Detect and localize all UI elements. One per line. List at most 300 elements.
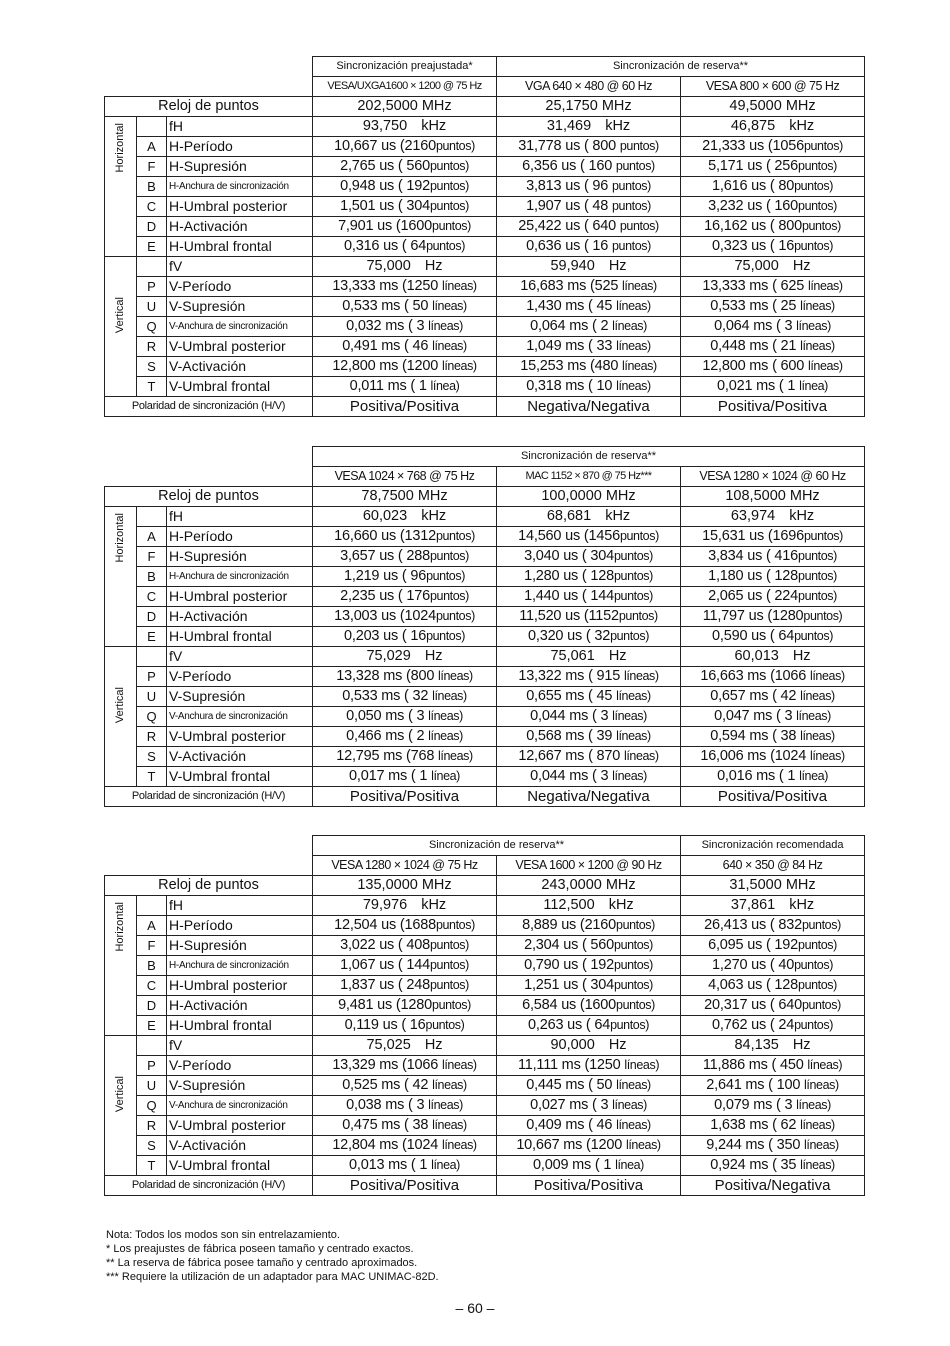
row-parameter: V-Umbral posterior: [167, 727, 313, 747]
timing-value: [681, 996, 865, 1016]
timing-value: [497, 1076, 681, 1096]
value-unit: puntos): [426, 569, 465, 583]
freq-value: 84,135: [734, 1037, 779, 1053]
value-number: 1,837 us ( 248: [340, 977, 430, 993]
row-parameter: H-Período: [167, 527, 313, 547]
row-letter: T: [137, 377, 167, 397]
timing-value: [681, 727, 865, 747]
vertical-label: Vertical: [114, 297, 126, 334]
value-unit: líneas): [796, 709, 831, 723]
value-number: 1,430 ms ( 45: [526, 298, 617, 314]
timing-value: [313, 936, 497, 956]
row-letter: T: [137, 767, 167, 787]
value-number: 20,317 us ( 640: [704, 997, 802, 1013]
fv-value: [497, 1036, 681, 1056]
value-unit: líneas): [438, 669, 473, 683]
row-letter: B: [137, 177, 167, 197]
timing-value: [681, 936, 865, 956]
timing-value: [497, 277, 681, 297]
value-unit: puntos): [798, 199, 837, 213]
timing-value: [313, 217, 497, 237]
value-unit: puntos): [610, 1018, 649, 1032]
value-unit: línea): [431, 769, 460, 783]
value-unit: líneas): [796, 319, 831, 333]
timing-value: [681, 217, 865, 237]
fh-value: [313, 896, 497, 916]
value-unit: puntos): [426, 239, 465, 253]
row-letter: U: [137, 687, 167, 707]
freq-value: 75,000: [734, 258, 779, 274]
value-number: 2,765 us ( 560: [340, 158, 430, 174]
freq-value: 60,013: [734, 648, 779, 664]
timing-value: [497, 1056, 681, 1076]
row-parameter: V-Período: [167, 1056, 313, 1076]
fh-value: [681, 507, 865, 527]
empty-corner: [105, 57, 313, 77]
freq-unit: Hz: [608, 648, 627, 664]
value-number: 14,560 us (1456: [518, 528, 620, 544]
value-number: 5,171 us ( 256: [708, 158, 799, 174]
row-parameter: H-Período: [167, 916, 313, 936]
value-unit: puntos): [611, 199, 651, 213]
row-parameter: H-Umbral posterior: [167, 197, 313, 217]
value-number: 16,683 ms (525: [520, 278, 623, 294]
timing-value: [497, 317, 681, 337]
value-unit: líneas): [800, 299, 835, 313]
value-unit: líneas): [441, 279, 477, 293]
row-parameter: H-Anchura de sincronización: [167, 956, 313, 976]
timing-value: [681, 956, 865, 976]
freq-unit: kHz: [421, 897, 447, 913]
value-number: 0,316 us ( 64: [344, 238, 427, 254]
value-number: 0,009 ms ( 1: [533, 1157, 616, 1173]
dot-clock-label: Reloj de puntos: [105, 97, 313, 117]
value-number: 11,797 us (1280: [702, 608, 804, 624]
value-number: 0,533 ms ( 50: [342, 298, 433, 314]
timing-value: [313, 277, 497, 297]
value-unit: líneas): [800, 339, 835, 353]
note-reserve: ** La reserva de fábrica posee tamaño y centrado aproximados.: [106, 1257, 418, 1269]
timing-value: [497, 237, 681, 257]
value-unit: puntos): [614, 549, 653, 563]
value-unit: puntos): [801, 219, 841, 233]
row-parameter: H-Activación: [167, 996, 313, 1016]
value-unit: líneas): [807, 1058, 843, 1072]
value-unit: líneas): [441, 1138, 477, 1152]
row-parameter: H-Supresión: [167, 547, 313, 567]
value-unit: puntos): [430, 179, 469, 193]
value-number: 0,533 ms ( 25: [710, 298, 801, 314]
freq-value: 75,029: [366, 648, 411, 664]
freq-value: 75,061: [550, 648, 595, 664]
value-unit: líneas): [432, 339, 467, 353]
value-unit: puntos): [615, 159, 655, 173]
value-unit: líneas): [616, 1078, 651, 1092]
value-number: 1,219 us ( 96: [344, 568, 427, 584]
timing-value: [313, 527, 497, 547]
timing-value: [497, 956, 681, 976]
row-letter: E: [137, 1016, 167, 1036]
value-unit: líneas): [800, 1118, 835, 1132]
value-number: 0,050 ms ( 3: [346, 708, 429, 724]
timing-value: [497, 297, 681, 317]
timing-value: [681, 767, 865, 787]
row-letter: A: [137, 916, 167, 936]
timing-value: [497, 707, 681, 727]
value-number: 0,568 ms ( 39: [526, 728, 617, 744]
timing-value: [313, 337, 497, 357]
timing-value: [313, 177, 497, 197]
freq-value: 37,861: [730, 897, 776, 913]
row-parameter: V-Anchura de sincronización: [167, 1096, 313, 1116]
value-number: 0,525 ms ( 42: [342, 1077, 433, 1093]
value-number: 3,813 us ( 96: [526, 178, 612, 194]
value-unit: líneas): [441, 1058, 477, 1072]
value-unit: puntos): [614, 958, 653, 972]
row-parameter: V-Supresión: [167, 687, 313, 707]
value-unit: puntos): [435, 529, 475, 543]
value-unit: puntos): [794, 179, 833, 193]
fv-value: [681, 647, 865, 667]
timing-value: [681, 567, 865, 587]
fh-value: [497, 117, 681, 137]
value-number: 6,356 us ( 160: [522, 158, 616, 174]
value-unit: puntos): [798, 938, 837, 952]
fv-value: [497, 257, 681, 277]
value-unit: puntos): [619, 219, 659, 233]
polarity-value: Positiva/Positiva: [313, 787, 497, 807]
row-parameter: V-Umbral posterior: [167, 1116, 313, 1136]
group-header-preset: Sincronización preajustada*: [313, 57, 497, 77]
value-unit: puntos): [803, 529, 843, 543]
freq-unit: kHz: [789, 508, 815, 524]
value-number: 2,235 us ( 176: [340, 588, 430, 604]
fv-value: [313, 257, 497, 277]
timing-value: [313, 587, 497, 607]
timing-value: [681, 1056, 865, 1076]
fh-value: [681, 896, 865, 916]
dot-clock-value: 108,5000 MHz: [681, 487, 865, 507]
empty-corner: [105, 77, 313, 97]
mode-header: VESA 1600 × 1200 @ 90 Hz: [497, 856, 681, 876]
value-number: 13,322 ms ( 915: [518, 668, 624, 684]
value-unit: líneas): [616, 689, 651, 703]
value-number: 0,011 ms ( 1: [349, 378, 431, 394]
value-unit: líneas): [432, 1118, 467, 1132]
mode-header: VESA 1280 × 1024 @ 60 Hz: [681, 467, 865, 487]
row-parameter: V-Supresión: [167, 297, 313, 317]
mode-header: MAC 1152 × 870 @ 75 Hz***: [497, 467, 681, 487]
value-number: 1,180 us ( 128: [708, 568, 799, 584]
value-unit: líneas): [428, 1098, 463, 1112]
dot-clock-value: 202,5000 MHz: [313, 97, 497, 117]
timing-value: [497, 1116, 681, 1136]
freq-unit: Hz: [424, 1037, 443, 1053]
value-number: 12,504 us (1688: [334, 917, 436, 933]
value-unit: puntos): [614, 978, 653, 992]
value-number: 10,667 us (2160: [334, 138, 436, 154]
timing-value: [313, 996, 497, 1016]
value-unit: líneas): [804, 1138, 839, 1152]
value-number: 2,641 ms ( 100: [706, 1077, 805, 1093]
note-preset: * Los preajustes de fábrica poseen tamaño y centrado exactos.: [106, 1243, 414, 1255]
timing-value: [497, 137, 681, 157]
value-unit: puntos): [430, 938, 469, 952]
value-number: 1,907 us ( 48: [526, 198, 612, 214]
timing-value: [313, 1096, 497, 1116]
value-unit: puntos): [430, 199, 469, 213]
value-unit: líneas): [623, 669, 659, 683]
value-unit: puntos): [425, 1018, 465, 1032]
value-unit: puntos): [803, 609, 843, 623]
timing-value: [497, 1096, 681, 1116]
value-number: 1,251 us ( 304: [524, 977, 615, 993]
row-parameter: V-Umbral frontal: [167, 1156, 313, 1176]
timing-value: [497, 627, 681, 647]
timing-value: [497, 747, 681, 767]
row-letter: P: [137, 1056, 167, 1076]
row-parameter: H-Umbral frontal: [167, 237, 313, 257]
value-unit: líneas): [612, 1098, 647, 1112]
freq-unit: kHz: [608, 897, 634, 913]
timing-value: [497, 377, 681, 397]
value-unit: puntos): [803, 139, 843, 153]
polarity-value: Positiva/Positiva: [313, 1176, 497, 1196]
freq-value: 68,681: [546, 508, 592, 524]
value-unit: puntos): [426, 629, 465, 643]
timing-value: [313, 357, 497, 377]
row-parameter: H-Período: [167, 137, 313, 157]
value-unit: puntos): [794, 239, 833, 253]
value-number: 13,003 us (1024: [334, 608, 436, 624]
value-unit: líneas): [807, 359, 843, 373]
value-unit: puntos): [794, 958, 833, 972]
timing-value: [313, 237, 497, 257]
polarity-label: Polaridad de sincronización (H/V): [105, 787, 313, 807]
timing-value: [313, 627, 497, 647]
timing-value: [497, 547, 681, 567]
timing-table-block-1: [104, 56, 865, 417]
timing-value: [313, 137, 497, 157]
value-unit: líneas): [616, 339, 651, 353]
freq-unit: kHz: [789, 897, 815, 913]
row-letter: D: [137, 217, 167, 237]
timing-value: [497, 197, 681, 217]
row-parameter: V-Anchura de sincronización: [167, 317, 313, 337]
row-letter: Q: [137, 707, 167, 727]
timing-value: [497, 527, 681, 547]
value-number: 0,047 ms ( 3: [714, 708, 797, 724]
value-number: 0,320 us ( 32: [528, 628, 611, 644]
timing-value: [681, 377, 865, 397]
fh-label: fH: [167, 507, 313, 527]
timing-value: [313, 727, 497, 747]
value-unit: puntos): [430, 589, 469, 603]
fh-value: [681, 117, 865, 137]
value-number: 0,475 ms ( 38: [342, 1117, 433, 1133]
timing-value: [681, 587, 865, 607]
row-parameter: V-Período: [167, 277, 313, 297]
timing-value: [497, 1156, 681, 1176]
timing-value: [497, 177, 681, 197]
row-parameter: H-Activación: [167, 607, 313, 627]
value-number: 12,804 ms (1024: [332, 1137, 442, 1153]
value-number: 4,063 us ( 128: [708, 977, 799, 993]
timing-value: [497, 217, 681, 237]
value-number: 0,594 ms ( 38: [710, 728, 801, 744]
timing-value: [313, 747, 497, 767]
value-unit: líneas): [622, 359, 657, 373]
row-letter: R: [137, 1116, 167, 1136]
timing-value: [681, 707, 865, 727]
value-number: 0,533 ms ( 32: [342, 688, 433, 704]
value-unit: puntos): [798, 978, 837, 992]
value-unit: líneas): [796, 1098, 831, 1112]
timing-value: [313, 707, 497, 727]
timing-value: [681, 1156, 865, 1176]
timing-value: [681, 747, 865, 767]
value-unit: puntos): [430, 958, 469, 972]
horizontal-label: Horizontal: [114, 513, 126, 563]
value-number: 0,016 ms ( 1: [717, 768, 800, 784]
value-unit: puntos): [798, 549, 837, 563]
value-number: 0,203 us ( 16: [344, 628, 427, 644]
timing-value: [681, 976, 865, 996]
dot-clock-label: Reloj de puntos: [105, 876, 313, 896]
row-parameter: V-Umbral frontal: [167, 377, 313, 397]
timing-value: [313, 976, 497, 996]
timing-value: [313, 1136, 497, 1156]
row-letter: Q: [137, 317, 167, 337]
group-header-recommended: Sincronización recomendada: [681, 836, 865, 856]
value-number: 0,021 ms ( 1: [717, 378, 800, 394]
freq-value: 112,500: [543, 897, 595, 913]
row-letter: B: [137, 567, 167, 587]
value-number: 11,520 us (1152: [519, 608, 619, 624]
value-unit: líneas): [807, 279, 843, 293]
value-number: 0,318 ms ( 10: [526, 378, 617, 394]
fv-label: fV: [167, 647, 313, 667]
value-unit: puntos): [798, 589, 837, 603]
value-unit: línea): [431, 1158, 460, 1172]
value-unit: puntos): [618, 609, 658, 623]
timing-value: [313, 297, 497, 317]
value-unit: líneas): [612, 769, 647, 783]
value-number: 13,333 ms (1250: [332, 278, 442, 294]
row-letter: U: [137, 297, 167, 317]
dot-clock-value: 31,5000 MHz: [681, 876, 865, 896]
value-unit: líneas): [624, 1058, 660, 1072]
dot-clock-value: 49,5000 MHz: [681, 97, 865, 117]
value-number: 0,445 ms ( 50: [526, 1077, 617, 1093]
empty-corner: [105, 856, 313, 876]
mode-header: VGA 640 × 480 @ 60 Hz: [497, 77, 681, 97]
value-number: 0,119 us ( 16: [344, 1017, 426, 1033]
value-number: 0,655 ms ( 45: [526, 688, 617, 704]
dot-clock-value: 100,0000 MHz: [497, 487, 681, 507]
fh-value: [497, 896, 681, 916]
value-number: 0,657 ms ( 42: [710, 688, 801, 704]
timing-value: [497, 687, 681, 707]
value-number: 8,889 us (2160: [522, 917, 617, 933]
value-number: 6,584 us (1600: [522, 997, 617, 1013]
value-number: 0,636 us ( 16: [526, 238, 612, 254]
timing-value: [681, 1096, 865, 1116]
row-letter: A: [137, 137, 167, 157]
value-number: 1,440 us ( 144: [524, 588, 614, 604]
value-number: 0,044 ms ( 3: [530, 708, 613, 724]
row-parameter: V-Umbral frontal: [167, 767, 313, 787]
value-unit: líneas): [616, 379, 651, 393]
value-number: 3,022 us ( 408: [340, 937, 430, 953]
polarity-value: Positiva/Positiva: [313, 397, 497, 417]
value-unit: puntos): [435, 139, 475, 153]
value-unit: líneas): [800, 1158, 835, 1172]
freq-value: 63,974: [730, 508, 776, 524]
value-unit: puntos): [430, 159, 469, 173]
freq-unit: Hz: [608, 258, 627, 274]
horizontal-group-label: [105, 896, 137, 1036]
timing-value: [313, 317, 497, 337]
row-parameter: H-Supresión: [167, 157, 313, 177]
dot-clock-value: 243,0000 MHz: [497, 876, 681, 896]
value-number: 12,667 ms ( 870: [518, 748, 624, 764]
value-number: 16,660 us (1312: [334, 528, 436, 544]
value-unit: líneas): [438, 749, 473, 763]
empty-corner: [105, 836, 313, 856]
timing-value: [681, 277, 865, 297]
value-number: 0,924 ms ( 35: [710, 1157, 801, 1173]
value-number: 0,064 ms ( 3: [714, 318, 797, 334]
timing-value: [681, 197, 865, 217]
timing-value: [497, 337, 681, 357]
horizontal-label: Horizontal: [114, 902, 126, 952]
freq-unit: Hz: [792, 258, 811, 274]
timing-value: [681, 527, 865, 547]
group-header: Sincronización de reserva**: [313, 447, 865, 467]
spacer: [137, 896, 167, 916]
fh-value: [497, 507, 681, 527]
freq-unit: kHz: [605, 118, 631, 134]
timing-value: [681, 237, 865, 257]
row-letter: C: [137, 976, 167, 996]
value-number: 0,323 us ( 16: [712, 238, 795, 254]
value-number: 3,040 us ( 304: [524, 548, 614, 564]
spacer: [137, 507, 167, 527]
value-number: 0,079 ms ( 3: [714, 1097, 797, 1113]
value-number: 0,948 us ( 192: [340, 178, 430, 194]
mode-header: VESA 800 × 600 @ 75 Hz: [681, 77, 865, 97]
row-letter: R: [137, 727, 167, 747]
value-number: 1,270 us ( 40: [712, 957, 795, 973]
freq-value: 59,940: [550, 258, 595, 274]
horizontal-label: Horizontal: [114, 123, 126, 173]
timing-value: [681, 1136, 865, 1156]
polarity-value: Negativa/Negativa: [497, 787, 681, 807]
empty-corner: [105, 467, 313, 487]
freq-unit: kHz: [605, 508, 631, 524]
value-unit: línea): [430, 379, 460, 393]
freq-unit: kHz: [421, 118, 447, 134]
timing-value: [497, 1016, 681, 1036]
value-number: 10,667 ms (1200: [516, 1137, 626, 1153]
timing-value: [681, 627, 865, 647]
timing-value: [681, 177, 865, 197]
fh-label: fH: [167, 117, 313, 137]
value-number: 13,329 ms (1066: [332, 1057, 442, 1073]
freq-value: 60,023: [362, 508, 408, 524]
fv-value: [497, 647, 681, 667]
